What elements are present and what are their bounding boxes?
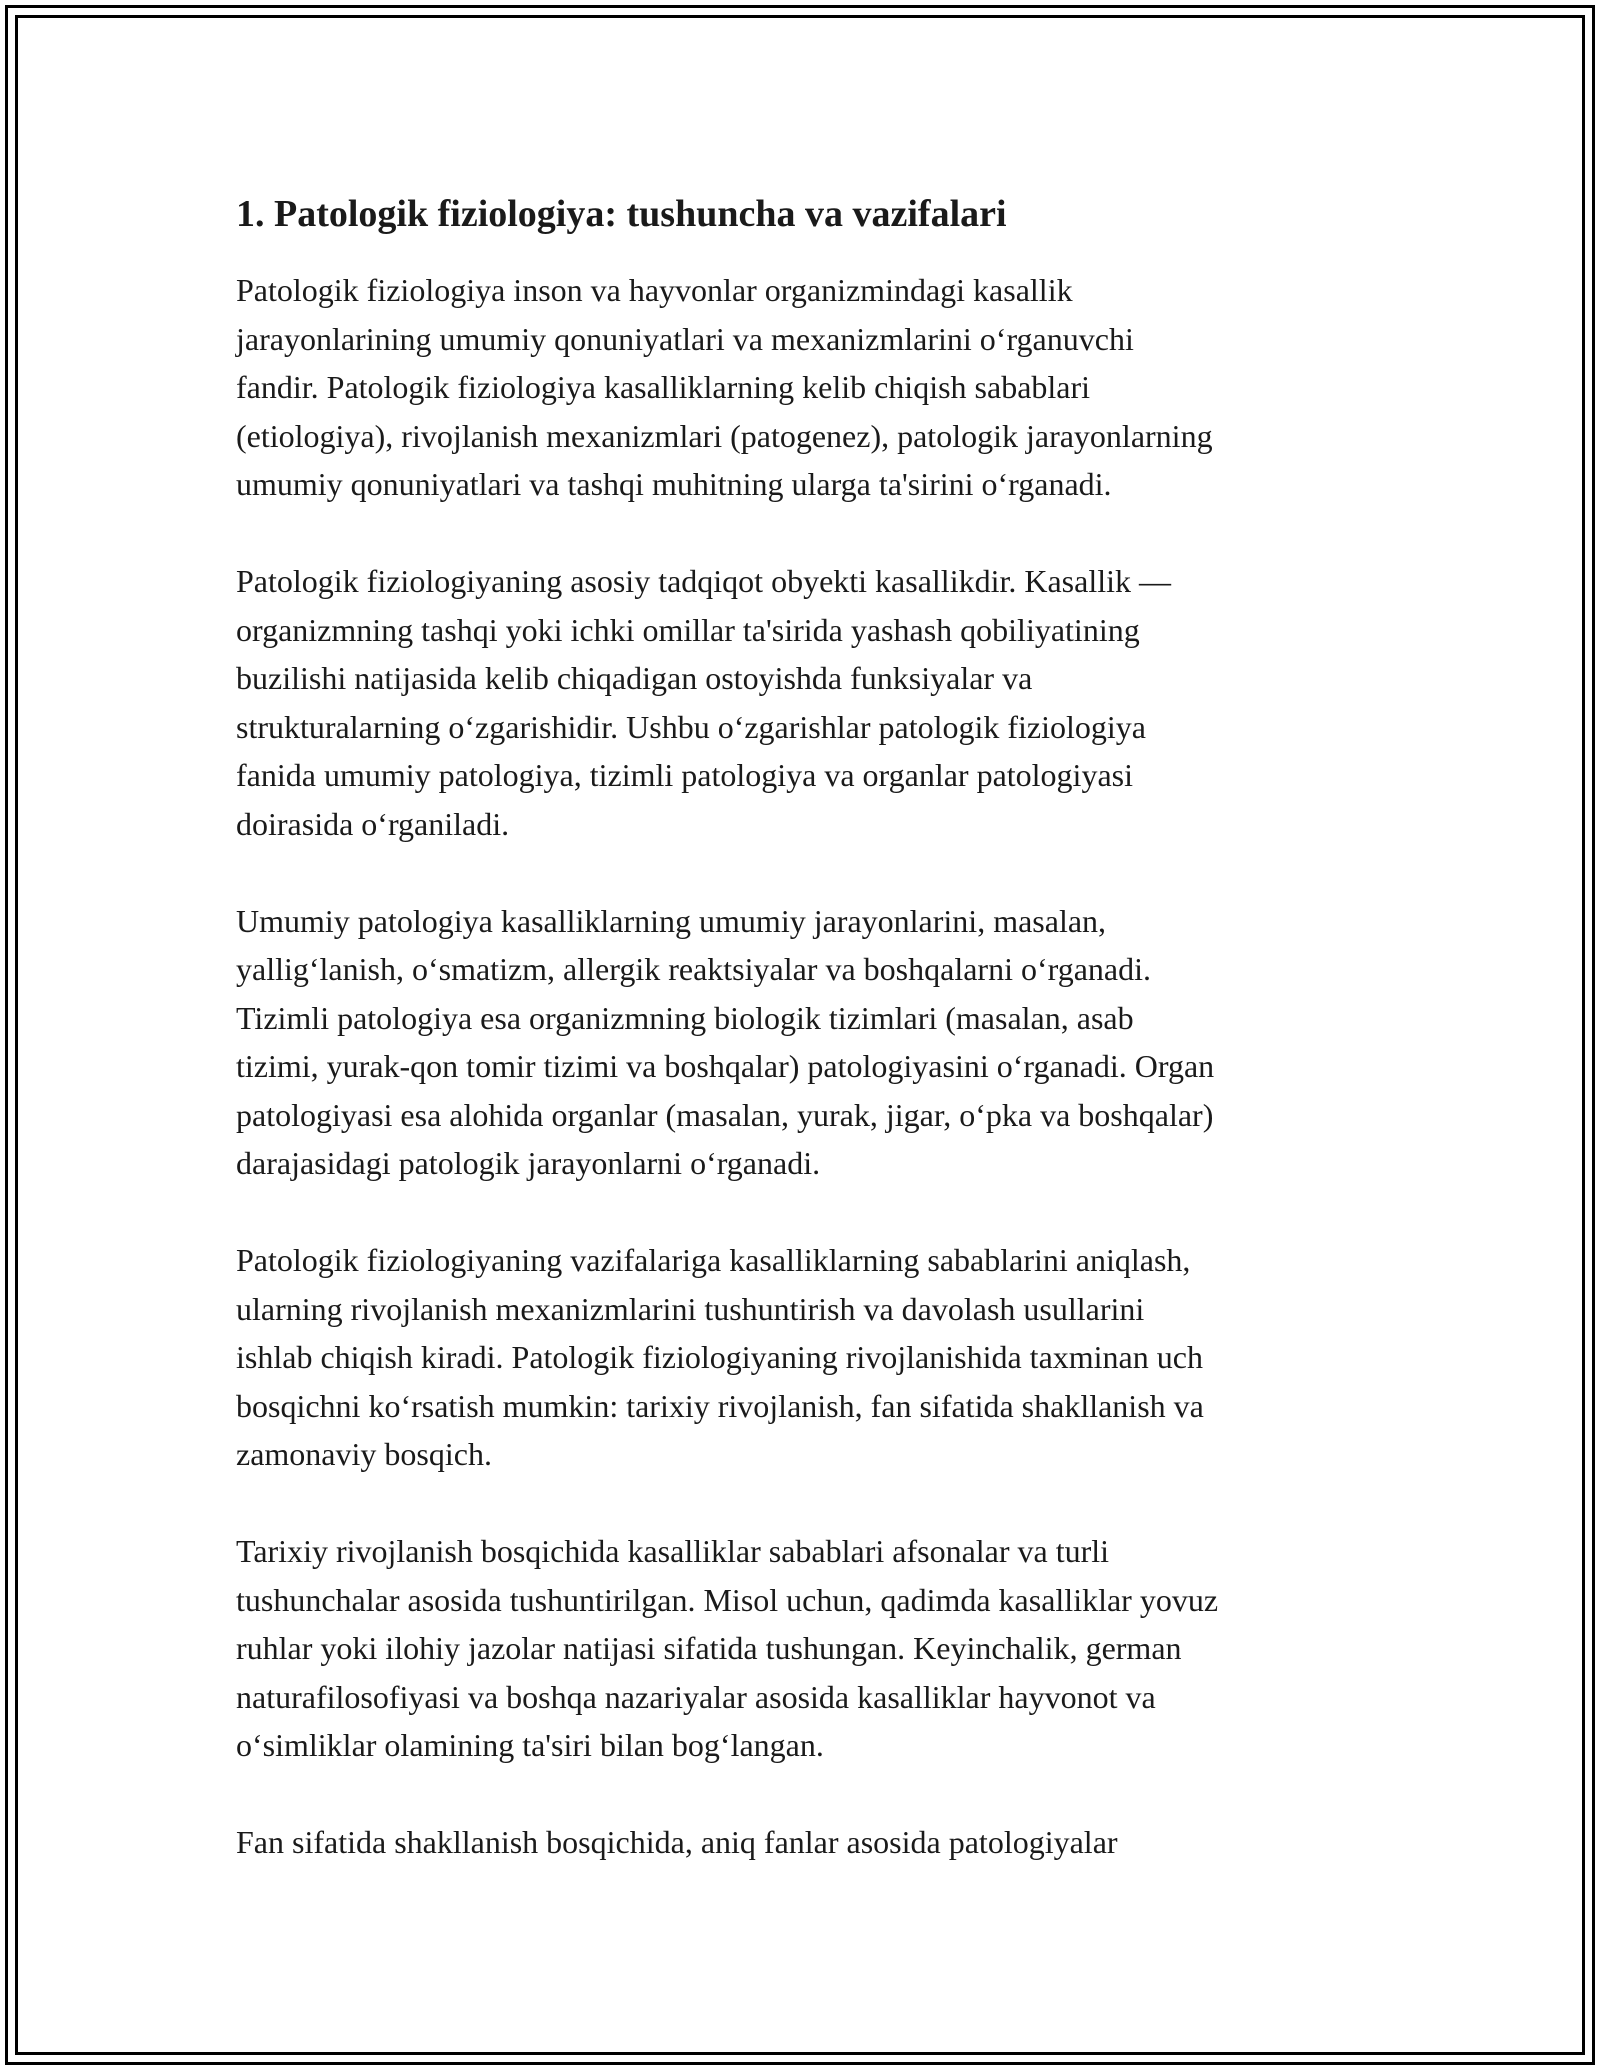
text-line: tushunchalar asosida tushuntirilgan. Misol uchun, qadimda kasalliklar yovuz: [236, 1581, 1219, 1618]
text-line: bosqichni ko‘rsatish mumkin: tarixiy rivojlanish, fan sifatida shakllanish va: [236, 1387, 1204, 1424]
text-line: (etiologiya), rivojlanish mexanizmlari (patogenez), patologik jarayonlarning: [236, 417, 1213, 454]
text-line: Tizimli patologiya esa organizmning biologik tizimlari (masalan, asab: [236, 999, 1134, 1036]
text-line: darajasidagi patologik jarayonlarni o‘rganadi.: [236, 1145, 821, 1181]
text-line: ishlab chiqish kiradi. Patologik fiziologiyaning rivojlanishida taxminan uch: [236, 1339, 1203, 1375]
text-line: yallig‘lanish, o‘smatizm, allergik reaktsiyalar va boshqalarni o‘rganadi.: [236, 951, 1151, 987]
paragraph: [236, 1527, 1366, 1770]
text-line: jarayonlarining umumiy qonuniyatlari va mexanizmlarini o‘rganuvchi: [236, 320, 1134, 357]
document-body: [236, 188, 1366, 1915]
text-line: ularning rivojlanish mexanizmlarini tushuntirish va davolash usullarini: [236, 1290, 1145, 1327]
text-line: doirasida o‘rganiladi.: [236, 805, 510, 842]
text-line: fanida umumiy patologiya, tizimli patologiya va organlar patologiyasi: [236, 757, 1133, 793]
text-line: Umumiy patologiya kasalliklarning umumiy jarayonlarini, masalan,: [236, 902, 1107, 939]
text-line: Patologik fiziologiyaning vazifalariga kasalliklarning sabablarini aniqlash,: [236, 1242, 1191, 1278]
paragraph: [236, 1236, 1366, 1479]
paragraph: [236, 1818, 1366, 1867]
text-line: naturafilosofiyasi va boshqa nazariyalar asosida kasalliklar hayvonot va: [236, 1678, 1156, 1715]
text-line: Patologik fiziologiya inson va hayvonlar organizmindagi kasallik: [236, 272, 1073, 308]
document-title: 1. Patologik fiziologiya: tushuncha va vazifalari: [236, 193, 1007, 235]
paragraph: [236, 897, 1366, 1188]
text-line: zamonaviy bosqich.: [236, 1436, 492, 1472]
text-line: strukturalarning o‘zgarishidir. Ushbu o‘zgarishlar patologik fiziologiya: [236, 708, 1146, 745]
text-line: patologiyasi esa alohida organlar (masalan, yurak, jigar, o‘pka va boshqalar): [236, 1096, 1214, 1133]
text-line: Patologik fiziologiyaning asosiy tadqiqot obyekti kasallikdir. Kasallik —: [236, 563, 1171, 599]
text-line: o‘simliklar olamining ta'siri bilan bog‘langan.: [236, 1727, 824, 1763]
text-line: organizmning tashqi yoki ichki omillar ta'sirida yashash qobiliyatining: [236, 611, 1140, 648]
paragraphs-container: [236, 266, 1366, 1867]
text-line: buzilishi natijasida kelib chiqadigan ostoyishda funksiyalar va: [236, 660, 1033, 696]
text-line: Tarixiy rivojlanish bosqichida kasalliklar sabablari afsonalar va turli: [236, 1533, 1110, 1569]
text-line: tizimi, yurak-qon tomir tizimi va boshqalar) patologiyasini o‘rganadi. Organ: [236, 1048, 1215, 1084]
paragraph: [236, 266, 1366, 509]
text-line: ruhlar yoki ilohiy jazolar natijasi sifatida tushungan. Keyinchalik, german: [236, 1630, 1182, 1666]
text-line: Fan sifatida shakllanish bosqichida, aniq fanlar asosida patologiyalar: [236, 1824, 1118, 1860]
text-line: umumiy qonuniyatlari va tashqi muhitning ularga ta'sirini o‘rganadi.: [236, 466, 1112, 502]
text-line: fandir. Patologik fiziologiya kasalliklarning kelib chiqish sabablari: [236, 369, 1091, 405]
paragraph: [236, 557, 1366, 848]
